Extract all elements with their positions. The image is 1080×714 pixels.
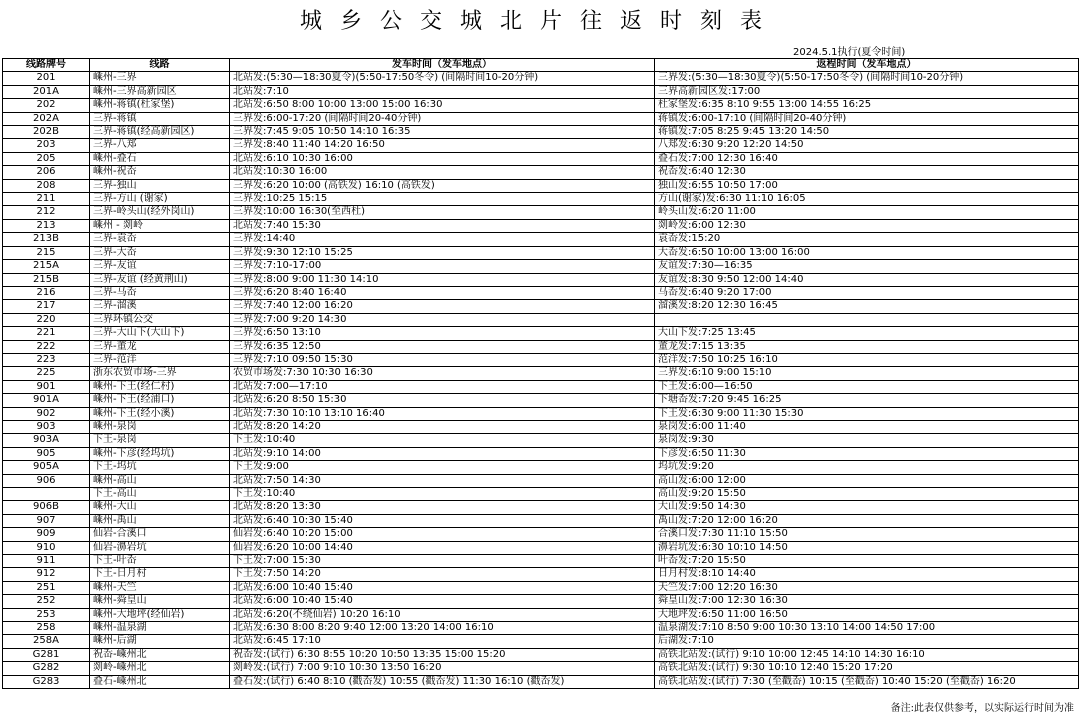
- cell-route: 仙岩-濞岩坑: [90, 541, 230, 554]
- cell-route: 三界环镇公交: [90, 313, 230, 326]
- cell-return: 范洋发:7:50 10:25 16:10: [655, 353, 1079, 366]
- cell-route: 三界-蒋镇(经高新园区): [90, 126, 230, 139]
- cell-route: 三界-大岙: [90, 246, 230, 259]
- cell-code: 201A: [3, 85, 90, 98]
- cell-depart: 北站发:6:40 10:30 15:40: [230, 514, 655, 527]
- cell-route: 嵊州-后湖: [90, 635, 230, 648]
- cell-code: G281: [3, 648, 90, 661]
- cell-route: 三界-独山: [90, 179, 230, 192]
- cell-code: 217: [3, 300, 90, 313]
- cell-code: 912: [3, 568, 90, 581]
- cell-return: 友谊发:7:30—16:35: [655, 260, 1079, 273]
- table-row: [3, 233, 1079, 246]
- cell-route: 嵊州 - 剡岭: [90, 219, 230, 232]
- cell-code: 909: [3, 528, 90, 541]
- cell-depart: 三界发:6:00-17:20 (间隔时间20-40分钟): [230, 112, 655, 125]
- table-row: [3, 260, 1079, 273]
- cell-depart: 北站发:6:10 10:30 16:00: [230, 152, 655, 165]
- cell-return: 三界高新园区发:17:00: [655, 85, 1079, 98]
- table-row: [3, 273, 1079, 286]
- cell-route: 下王-泉岗: [90, 434, 230, 447]
- cell-route: 嵊州-泉岗: [90, 420, 230, 433]
- cell-depart: 三界发:7:10-17:00: [230, 260, 655, 273]
- cell-code: G282: [3, 662, 90, 675]
- cell-depart: 北站发:7:40 15:30: [230, 219, 655, 232]
- cell-return: 温泉湖发:7:10 8:50 9:00 10:30 13:10 14:00 14:50 17:00: [655, 622, 1079, 635]
- table-row: [3, 420, 1079, 433]
- table-row: [3, 541, 1079, 554]
- cell-code: 216: [3, 286, 90, 299]
- cell-route: 嵊州-舜皇山: [90, 595, 230, 608]
- table-row: [3, 219, 1079, 232]
- cell-route: 嵊州-蒋镇(杜家堡): [90, 99, 230, 112]
- cell-return: 下王发:6:30 9:00 11:30 15:30: [655, 407, 1079, 420]
- cell-route: 三界-友谊: [90, 260, 230, 273]
- table-row: [3, 126, 1079, 139]
- table-row: [3, 595, 1079, 608]
- table-row: [3, 394, 1079, 407]
- cell-return: 三界发:6:10 9:00 15:10: [655, 367, 1079, 380]
- cell-route: 三界-岭头山(经外岗山): [90, 206, 230, 219]
- table-row: [3, 300, 1079, 313]
- cell-code: 903: [3, 420, 90, 433]
- cell-code: 252: [3, 595, 90, 608]
- cell-depart: 北站发:6:45 17:10: [230, 635, 655, 648]
- table-row: [3, 166, 1079, 179]
- table-row: [3, 152, 1079, 165]
- cell-return: 高铁北站发:(试行) 9:30 10:10 12:40 15:20 17:20: [655, 662, 1079, 675]
- cell-code: 253: [3, 608, 90, 621]
- cell-depart: 北站发:8:20 14:20: [230, 420, 655, 433]
- cell-return: 杜家堡发:6:35 8:10 9:55 13:00 14:55 16:25: [655, 99, 1079, 112]
- table-row: [3, 555, 1079, 568]
- cell-route: 下王-高山: [90, 488, 230, 501]
- cell-depart: 三界发:7:00 9:20 14:30: [230, 313, 655, 326]
- table-row: [3, 139, 1079, 152]
- cell-code: 901: [3, 380, 90, 393]
- table-row: [3, 514, 1079, 527]
- cell-code: 213B: [3, 233, 90, 246]
- cell-depart: 下王发:10:40: [230, 488, 655, 501]
- cell-route: 三界-友谊 (经黄荆山): [90, 273, 230, 286]
- cell-code: 906B: [3, 501, 90, 514]
- cell-depart: 仙岩发:6:20 10:00 14:40: [230, 541, 655, 554]
- cell-depart: 三界发:7:10 09:50 15:30: [230, 353, 655, 366]
- table-row: [3, 528, 1079, 541]
- cell-route: 剡岭-嵊州北: [90, 662, 230, 675]
- cell-depart: 三界发:10:00 16:30(至西杜): [230, 206, 655, 219]
- cell-route: 三界-大山下(大山下): [90, 327, 230, 340]
- cell-route: 三界-董龙: [90, 340, 230, 353]
- cell-route: 下王-日月村: [90, 568, 230, 581]
- cell-code: 202B: [3, 126, 90, 139]
- cell-code: 910: [3, 541, 90, 554]
- cell-route: 嵊州-下彦(经坞坑): [90, 447, 230, 460]
- cell-code: [3, 488, 90, 501]
- cell-depart: 三界发:8:00 9:00 11:30 14:10: [230, 273, 655, 286]
- cell-depart: 北站发:7:10: [230, 85, 655, 98]
- cell-depart: 剡岭发:(试行) 7:00 9:10 10:30 13:50 16:20: [230, 662, 655, 675]
- cell-route: 三界-范洋: [90, 353, 230, 366]
- cell-return: 叠石发:7:00 12:30 16:40: [655, 152, 1079, 165]
- table-body: [3, 72, 1079, 689]
- cell-depart: 北站发:6:50 8:00 10:00 13:00 15:00 16:30: [230, 99, 655, 112]
- cell-return: 大山发:9:50 14:30: [655, 501, 1079, 514]
- cell-return: 天竺发:7:00 12:20 16:30: [655, 581, 1079, 594]
- cell-code: 215B: [3, 273, 90, 286]
- cell-code: 201: [3, 72, 90, 85]
- cell-code: 221: [3, 327, 90, 340]
- cell-return: 蒋镇发:6:00-17:10 (间隔时间20-40分钟): [655, 112, 1079, 125]
- cell-return: 剡岭发:6:00 12:30: [655, 219, 1079, 232]
- table-row: [3, 447, 1079, 460]
- table-row: [3, 286, 1079, 299]
- cell-return: 友谊发:8:30 9:50 12:00 14:40: [655, 273, 1079, 286]
- cell-code: 905: [3, 447, 90, 460]
- cell-depart: 北站发:6:30 8:00 8:20 9:40 12:00 13:20 14:00 16:10: [230, 622, 655, 635]
- cell-route: 叠石-嵊州北: [90, 675, 230, 688]
- cell-return: 下王发:6:00—16:50: [655, 380, 1079, 393]
- cell-route: 嵊州-三界: [90, 72, 230, 85]
- cell-depart: 三界发:6:50 13:10: [230, 327, 655, 340]
- table-row: [3, 662, 1079, 675]
- cell-return: 袁岙发:15:20: [655, 233, 1079, 246]
- table-row: [3, 72, 1079, 85]
- cell-route: 三界-蒋镇: [90, 112, 230, 125]
- cell-code: 906: [3, 474, 90, 487]
- cell-route: 三界-方山 (谢家): [90, 193, 230, 206]
- cell-depart: 祝岙发:(试行) 6:30 8:55 10:20 10:50 13:35 15:00 15:20: [230, 648, 655, 661]
- table-header-row: [3, 59, 1079, 72]
- cell-depart: 北站发:6:00 10:40 15:40: [230, 595, 655, 608]
- cell-return: 泉岗发:6:00 11:40: [655, 420, 1079, 433]
- cell-route: 嵊州-下王(经浦口): [90, 394, 230, 407]
- cell-route: 祝岙-嵊州北: [90, 648, 230, 661]
- cell-depart: 北站发:7:00—17:10: [230, 380, 655, 393]
- table-row: [3, 380, 1079, 393]
- cell-depart: 三界发:6:20 8:40 16:40: [230, 286, 655, 299]
- cell-depart: 三界发:7:45 9:05 10:50 14:10 16:35: [230, 126, 655, 139]
- cell-return: 禹山发:7:20 12:00 16:20: [655, 514, 1079, 527]
- table-row: [3, 85, 1079, 98]
- cell-code: 202A: [3, 112, 90, 125]
- cell-return: 日月村发:8:10 14:40: [655, 568, 1079, 581]
- cell-return: 泉岗发:9:30: [655, 434, 1079, 447]
- table-row: [3, 501, 1079, 514]
- cell-code: 213: [3, 219, 90, 232]
- cell-return: 高铁北站发:(试行) 9:10 10:00 12:45 14:10 14:30 16:10: [655, 648, 1079, 661]
- table-row: [3, 568, 1079, 581]
- cell-return: 叶岙发:7:20 15:50: [655, 555, 1079, 568]
- cell-depart: 仙岩发:6:40 10:20 15:00: [230, 528, 655, 541]
- table-row: [3, 313, 1079, 326]
- cell-depart: 三界发:6:35 12:50: [230, 340, 655, 353]
- effective-date: 2024.5.1执行(夏令时间): [793, 47, 906, 58]
- header-code: 线路牌号: [3, 59, 90, 72]
- cell-depart: 北站发:(5:30—18:30夏令)(5:50-17:50冬令) (间隔时间10-20分钟): [230, 72, 655, 85]
- table-row: [3, 461, 1079, 474]
- cell-return: [655, 313, 1079, 326]
- table-row: [3, 407, 1079, 420]
- cell-code: 212: [3, 206, 90, 219]
- cell-return: 坞坑发:9:20: [655, 461, 1079, 474]
- cell-code: 205: [3, 152, 90, 165]
- cell-return: 方山(谢家)发:6:30 11:10 16:05: [655, 193, 1079, 206]
- cell-code: 202: [3, 99, 90, 112]
- cell-depart: 三界发:8:40 11:40 14:20 16:50: [230, 139, 655, 152]
- cell-code: 258: [3, 622, 90, 635]
- cell-return: 后湖发:7:10: [655, 635, 1079, 648]
- cell-code: 258A: [3, 635, 90, 648]
- table-row: [3, 353, 1079, 366]
- cell-depart: 农贸市场发:7:30 10:30 16:30: [230, 367, 655, 380]
- cell-code: 223: [3, 353, 90, 366]
- cell-return: 马岙发:6:40 9:20 17:00: [655, 286, 1079, 299]
- cell-return: 蒋镇发:7:05 8:25 9:45 13:20 14:50: [655, 126, 1079, 139]
- cell-route: 仙岩-合溪口: [90, 528, 230, 541]
- cell-return: 大山下发:7:25 13:45: [655, 327, 1079, 340]
- cell-route: 嵊州-下王(经小溪): [90, 407, 230, 420]
- table-row: [3, 246, 1079, 259]
- cell-depart: 三界发:10:25 15:15: [230, 193, 655, 206]
- cell-code: G283: [3, 675, 90, 688]
- cell-depart: 北站发:7:30 10:10 13:10 16:40: [230, 407, 655, 420]
- cell-return: 祝岙发:6:40 12:30: [655, 166, 1079, 179]
- footnote: 备注:此表仅供参考，以实际运行时间为准: [890, 703, 1074, 714]
- cell-route: 嵊州-禹山: [90, 514, 230, 527]
- cell-route: 浙东农贸市场-三界: [90, 367, 230, 380]
- cell-return: 岭头山发:6:20 11:00: [655, 206, 1079, 219]
- cell-code: 907: [3, 514, 90, 527]
- cell-return: 独山发:6:55 10:50 17:00: [655, 179, 1079, 192]
- cell-depart: 北站发:6:20 8:50 15:30: [230, 394, 655, 407]
- cell-route: 下王-叶岙: [90, 555, 230, 568]
- cell-depart: 三界发:7:40 12:00 16:20: [230, 300, 655, 313]
- cell-return: 溜溪发:8:20 12:30 16:45: [655, 300, 1079, 313]
- cell-return: 下塘岙发:7:20 9:45 16:25: [655, 394, 1079, 407]
- header-route: 线路: [90, 59, 230, 72]
- cell-route: 嵊州-天竺: [90, 581, 230, 594]
- table-row: [3, 327, 1079, 340]
- cell-code: 903A: [3, 434, 90, 447]
- page-title: 城乡公交城北片往返时刻表: [299, 9, 780, 34]
- cell-code: 220: [3, 313, 90, 326]
- cell-route: 嵊州-温泉湖: [90, 622, 230, 635]
- cell-depart: 北站发:8:20 13:30: [230, 501, 655, 514]
- cell-route: 嵊州-下王(经仁村): [90, 380, 230, 393]
- table-row: [3, 648, 1079, 661]
- table-row: [3, 99, 1079, 112]
- cell-return: 大地坪发:6:50 11:00 16:50: [655, 608, 1079, 621]
- table-row: [3, 340, 1079, 353]
- cell-code: 215: [3, 246, 90, 259]
- cell-depart: 下王发:10:40: [230, 434, 655, 447]
- table-row: [3, 367, 1079, 380]
- table-row: [3, 675, 1079, 688]
- cell-depart: 北站发:6:20(不绕仙岩) 10:20 16:10: [230, 608, 655, 621]
- cell-code: 902: [3, 407, 90, 420]
- cell-return: 舜皇山发:7:00 12:30 16:30: [655, 595, 1079, 608]
- cell-code: 905A: [3, 461, 90, 474]
- header-return: 返程时间（发车地点）: [655, 59, 1079, 72]
- cell-route: 下王-坞坑: [90, 461, 230, 474]
- cell-code: 251: [3, 581, 90, 594]
- cell-route: 三界-八郑: [90, 139, 230, 152]
- cell-code: 206: [3, 166, 90, 179]
- timetable: [2, 58, 1079, 689]
- table-row: [3, 474, 1079, 487]
- header-depart: 发车时间（发车地点）: [230, 59, 655, 72]
- cell-depart: 北站发:10:30 16:00: [230, 166, 655, 179]
- cell-route: 三界-马岙: [90, 286, 230, 299]
- cell-depart: 下王发:7:00 15:30: [230, 555, 655, 568]
- cell-route: 嵊州-大地坪(经仙岩): [90, 608, 230, 621]
- cell-code: 901A: [3, 394, 90, 407]
- table-row: [3, 206, 1079, 219]
- cell-route: 嵊州-高山: [90, 474, 230, 487]
- cell-code: 215A: [3, 260, 90, 273]
- table-row: [3, 193, 1079, 206]
- cell-return: 八郑发:6:30 9:20 12:20 14:50: [655, 139, 1079, 152]
- cell-return: 大岙发:6:50 10:00 13:00 16:00: [655, 246, 1079, 259]
- table-row: [3, 622, 1079, 635]
- cell-code: 225: [3, 367, 90, 380]
- cell-return: 高山发:9:20 15:50: [655, 488, 1079, 501]
- cell-return: 高山发:6:00 12:00: [655, 474, 1079, 487]
- cell-depart: 叠石发:(试行) 6:40 8:10 (戳岙发) 10:55 (戳岙发) 11:30 16:10 (戳岙发): [230, 675, 655, 688]
- cell-route: 嵊州-大山: [90, 501, 230, 514]
- cell-code: 208: [3, 179, 90, 192]
- cell-return: 下彦发:6:50 11:30: [655, 447, 1079, 460]
- cell-route: 嵊州-祝岙: [90, 166, 230, 179]
- cell-return: 高铁北站发:(试行) 7:30 (至戳岙) 10:15 (至戳岙) 10:40 15:20 (至戳岙) 16:20: [655, 675, 1079, 688]
- cell-return: 濞岩坑发:6:30 10:10 14:50: [655, 541, 1079, 554]
- cell-route: 嵊州-三界高新园区: [90, 85, 230, 98]
- cell-depart: 北站发:7:50 14:30: [230, 474, 655, 487]
- cell-code: 222: [3, 340, 90, 353]
- cell-code: 211: [3, 193, 90, 206]
- table-row: [3, 488, 1079, 501]
- cell-route: 三界-溜溪: [90, 300, 230, 313]
- cell-depart: 三界发:6:20 10:00 (高铁发) 16:10 (高铁发): [230, 179, 655, 192]
- table-row: [3, 434, 1079, 447]
- cell-return: 董龙发:7:15 13:35: [655, 340, 1079, 353]
- table-row: [3, 608, 1079, 621]
- cell-depart: 三界发:14:40: [230, 233, 655, 246]
- cell-return: 三界发:(5:30—18:30夏令)(5:50-17:50冬令) (间隔时间10-20分钟): [655, 72, 1079, 85]
- cell-return: 合溪口发:7:30 11:10 15:50: [655, 528, 1079, 541]
- cell-depart: 三界发:9:30 12:10 15:25: [230, 246, 655, 259]
- cell-route: 嵊州-叠石: [90, 152, 230, 165]
- cell-depart: 下王发:9:00: [230, 461, 655, 474]
- table-row: [3, 581, 1079, 594]
- table-row: [3, 635, 1079, 648]
- cell-depart: 下王发:7:50 14:20: [230, 568, 655, 581]
- cell-depart: 北站发:6:00 10:40 15:40: [230, 581, 655, 594]
- cell-depart: 北站发:9:10 14:00: [230, 447, 655, 460]
- table-row: [3, 112, 1079, 125]
- table-row: [3, 179, 1079, 192]
- cell-code: 911: [3, 555, 90, 568]
- cell-code: 203: [3, 139, 90, 152]
- cell-route: 三界-袁岙: [90, 233, 230, 246]
